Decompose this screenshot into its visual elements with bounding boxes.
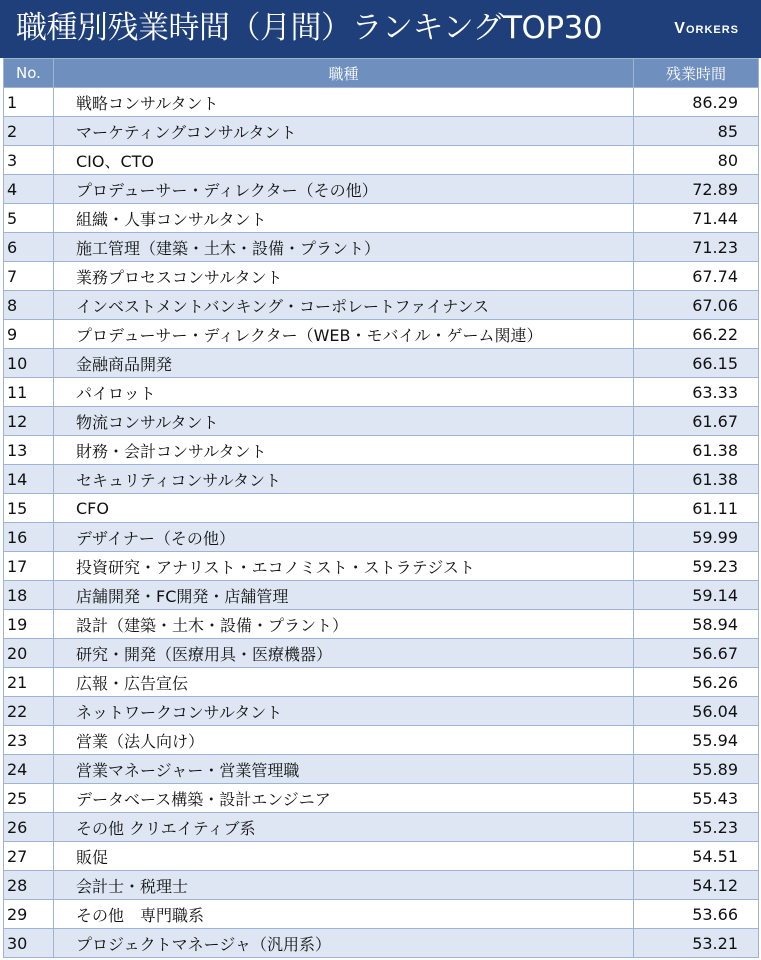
job-cell: 財務・会計コンサルタント [54, 436, 634, 465]
table-row [4, 639, 759, 668]
column-header-job: 職種 [54, 59, 634, 88]
table-row [4, 436, 759, 465]
rank-cell: 10 [4, 349, 54, 378]
hours-cell: 80 [634, 146, 759, 175]
table-row [4, 378, 759, 407]
table-row [4, 552, 759, 581]
job-cell: 広報・広告宣伝 [54, 668, 634, 697]
table-row [4, 146, 759, 175]
rank-cell: 2 [4, 117, 54, 146]
job-cell: マーケティングコンサルタント [54, 117, 634, 146]
hours-cell: 55.23 [634, 813, 759, 842]
rank-cell: 9 [4, 320, 54, 349]
hours-cell: 72.89 [634, 175, 759, 204]
hours-cell: 67.06 [634, 291, 759, 320]
rank-cell: 1 [4, 88, 54, 117]
rank-cell: 14 [4, 465, 54, 494]
rank-cell: 12 [4, 407, 54, 436]
column-header-no: No. [4, 59, 54, 88]
hours-cell: 71.23 [634, 233, 759, 262]
rank-cell: 11 [4, 378, 54, 407]
job-cell: デザイナー（その他） [54, 523, 634, 552]
rank-cell: 6 [4, 233, 54, 262]
rank-cell: 4 [4, 175, 54, 204]
hours-cell: 86.29 [634, 88, 759, 117]
rank-cell: 16 [4, 523, 54, 552]
column-header-hours: 残業時間 [634, 59, 759, 88]
rank-cell: 28 [4, 871, 54, 900]
table-row [4, 668, 759, 697]
rank-cell: 27 [4, 842, 54, 871]
rank-cell: 22 [4, 697, 54, 726]
hours-cell: 55.43 [634, 784, 759, 813]
job-cell: 営業（法人向け） [54, 726, 634, 755]
job-cell: 投資研究・アナリスト・エコノミスト・ストラテジスト [54, 552, 634, 581]
job-cell: プロデューサー・ディレクター（WEB・モバイル・ゲーム関連） [54, 320, 634, 349]
rank-cell: 17 [4, 552, 54, 581]
table-row [4, 929, 759, 958]
table-row [4, 175, 759, 204]
job-cell: 販促 [54, 842, 634, 871]
rank-cell: 20 [4, 639, 54, 668]
hours-cell: 61.38 [634, 436, 759, 465]
hours-cell: 71.44 [634, 204, 759, 233]
job-cell: 施工管理（建築・土木・設備・プラント） [54, 233, 634, 262]
job-cell: 営業マネージャー・営業管理職 [54, 755, 634, 784]
hours-cell: 66.15 [634, 349, 759, 378]
job-cell: 物流コンサルタント [54, 407, 634, 436]
hours-cell: 59.14 [634, 581, 759, 610]
hours-cell: 61.11 [634, 494, 759, 523]
rank-cell: 15 [4, 494, 54, 523]
job-cell: インベストメントバンキング・コーポレートファイナンス [54, 291, 634, 320]
hours-cell: 55.89 [634, 755, 759, 784]
table-row [4, 291, 759, 320]
job-cell: ネットワークコンサルタント [54, 697, 634, 726]
rank-cell: 21 [4, 668, 54, 697]
rank-cell: 3 [4, 146, 54, 175]
rank-cell: 8 [4, 291, 54, 320]
job-cell: 戦略コンサルタント [54, 88, 634, 117]
job-cell: 会計士・税理士 [54, 871, 634, 900]
hours-cell: 85 [634, 117, 759, 146]
hours-cell: 54.12 [634, 871, 759, 900]
rank-cell: 29 [4, 900, 54, 929]
job-cell: 研究・開発（医療用具・医療機器） [54, 639, 634, 668]
table-row [4, 494, 759, 523]
rank-cell: 19 [4, 610, 54, 639]
table-row [4, 117, 759, 146]
table-row [4, 581, 759, 610]
table-row [4, 842, 759, 871]
job-cell: 組織・人事コンサルタント [54, 204, 634, 233]
table-row [4, 755, 759, 784]
job-cell: CIO、CTO [54, 146, 634, 175]
table-row [4, 262, 759, 291]
hours-cell: 53.21 [634, 929, 759, 958]
hours-cell: 61.67 [634, 407, 759, 436]
table-body [4, 88, 759, 958]
rank-cell: 18 [4, 581, 54, 610]
table-row [4, 784, 759, 813]
hours-cell: 61.38 [634, 465, 759, 494]
job-cell: その他 専門職系 [54, 900, 634, 929]
job-cell: 店舗開発・FC開発・店舗管理 [54, 581, 634, 610]
job-cell: その他 クリエイティブ系 [54, 813, 634, 842]
table-row [4, 610, 759, 639]
table-row [4, 523, 759, 552]
table-row [4, 726, 759, 755]
job-cell: セキュリティコンサルタント [54, 465, 634, 494]
table-row [4, 349, 759, 378]
hours-cell: 54.51 [634, 842, 759, 871]
rank-cell: 25 [4, 784, 54, 813]
table-row [4, 407, 759, 436]
table-row [4, 204, 759, 233]
hours-cell: 67.74 [634, 262, 759, 291]
page-header [0, 0, 761, 58]
rank-cell: 24 [4, 755, 54, 784]
page-title: 職種別残業時間（月間）ランキングTOP30 [16, 10, 603, 46]
rank-cell: 7 [4, 262, 54, 291]
table-row [4, 697, 759, 726]
table-row [4, 233, 759, 262]
hours-cell: 58.94 [634, 610, 759, 639]
job-cell: プロデューサー・ディレクター（その他） [54, 175, 634, 204]
job-cell: CFO [54, 494, 634, 523]
rank-cell: 23 [4, 726, 54, 755]
rank-cell: 30 [4, 929, 54, 958]
table-header-row [4, 59, 759, 88]
hours-cell: 53.66 [634, 900, 759, 929]
table-row [4, 320, 759, 349]
brand-logo: Vorkers [674, 20, 739, 37]
hours-cell: 56.04 [634, 697, 759, 726]
hours-cell: 56.26 [634, 668, 759, 697]
hours-cell: 63.33 [634, 378, 759, 407]
hours-cell: 56.67 [634, 639, 759, 668]
ranking-table [3, 58, 759, 958]
rank-cell: 13 [4, 436, 54, 465]
table-row [4, 88, 759, 117]
hours-cell: 59.23 [634, 552, 759, 581]
rank-cell: 26 [4, 813, 54, 842]
job-cell: データベース構築・設計エンジニア [54, 784, 634, 813]
rank-cell: 5 [4, 204, 54, 233]
table-row [4, 900, 759, 929]
hours-cell: 55.94 [634, 726, 759, 755]
job-cell: プロジェクトマネージャ（汎用系） [54, 929, 634, 958]
table-row [4, 813, 759, 842]
hours-cell: 59.99 [634, 523, 759, 552]
job-cell: パイロット [54, 378, 634, 407]
table-row [4, 871, 759, 900]
hours-cell: 66.22 [634, 320, 759, 349]
job-cell: 金融商品開発 [54, 349, 634, 378]
table-row [4, 465, 759, 494]
job-cell: 業務プロセスコンサルタント [54, 262, 634, 291]
job-cell: 設計（建築・土木・設備・プラント） [54, 610, 634, 639]
